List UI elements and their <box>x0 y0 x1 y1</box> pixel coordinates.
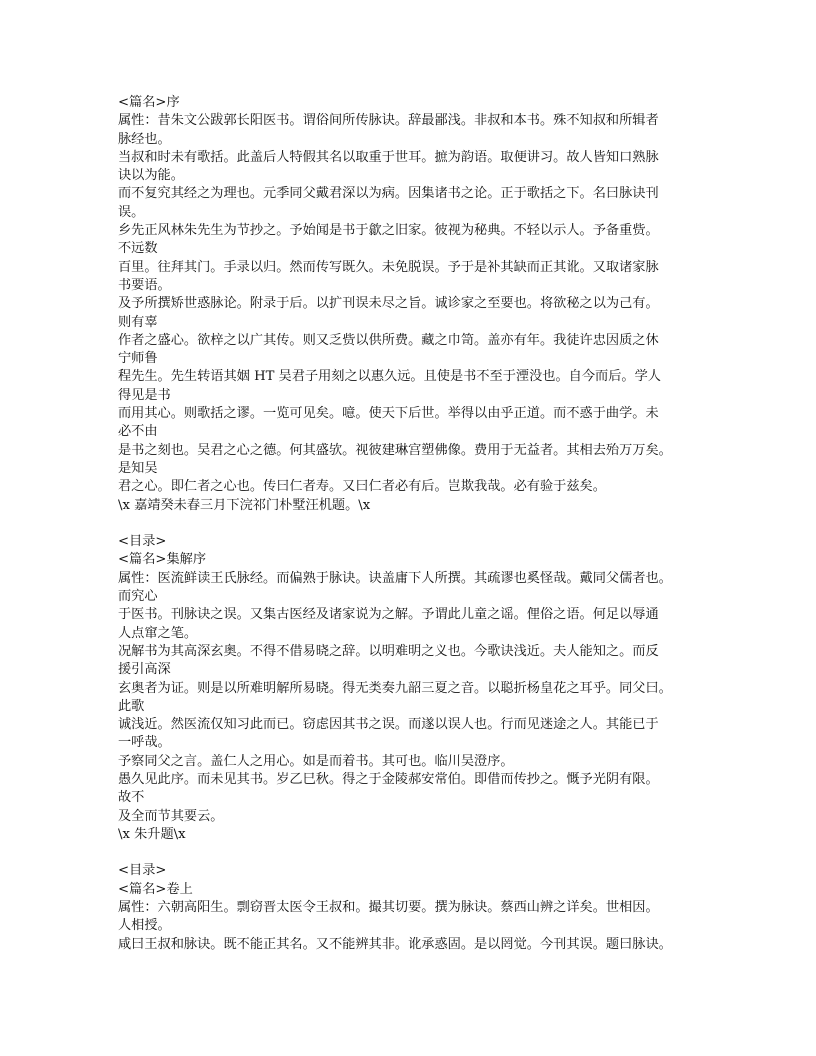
text-line: 君之心。即仁者之心也。传曰仁者寿。又曰仁者必有后。岂欺我哉。必有验于兹矣。 <box>118 479 606 495</box>
text-line: 玄奥者为证。则是以所难明解所易晓。得无类奏九韶三夏之音。以聪折杨皇花之耳乎。同父曰。 <box>118 680 672 696</box>
text-line: <篇名>卷上 <box>118 881 193 897</box>
text-line: 愚久见此序。而未见其书。岁乙巳秋。得之于金陵郝安常伯。即借而传抄之。慨予光阴有限。 <box>118 771 659 787</box>
text-line: 咸曰王叔和脉诀。既不能正其名。又不能辨其非。讹承惑固。是以罔觉。今刊其误。题曰脉诀。 <box>118 936 672 952</box>
text-line: 人点窜之笔。 <box>118 625 198 641</box>
text-line: 必不由 <box>118 424 158 440</box>
text-line: 一呼哉。 <box>118 735 171 751</box>
text-line: 于医书。刊脉诀之误。又集古医经及诸家说为之解。予谓此儿童之谣。俚俗之语。何足以辱通 <box>118 607 659 623</box>
text-line: 故不 <box>118 790 145 806</box>
section-spacer <box>118 515 700 533</box>
text-line: 而究心 <box>118 589 158 605</box>
text-line: 而用其心。则歌括之谬。一览可见矣。噫。使天下后世。举得以由乎正道。而不惑于曲学。未 <box>118 406 659 422</box>
text-line: 程先生。先生转语其姻 HT 吴君子用刻之以惠久远。且使是书不至于湮没也。自今而后。学人 <box>118 369 661 385</box>
text-line: 属性：六朝高阳生。剽窃晋太医令王叔和。撮其切要。撰为脉诀。蔡西山辨之详矣。世相因。 <box>118 900 659 916</box>
text-line: 书要语。 <box>118 277 171 293</box>
text-line: <篇名>集解序 <box>118 552 207 568</box>
text-line: 援引高深 <box>118 662 171 678</box>
text-line: 属性：医流鲜读王氏脉经。而偏熟于脉诀。诀盖庸下人所撰。其疏谬也奚怪哉。戴同父儒者也。 <box>118 570 672 586</box>
section-preface <box>118 94 700 515</box>
text-line: 诀以为能。 <box>118 168 184 184</box>
text-line: <目录> <box>118 534 167 550</box>
text-line: 脉经也。 <box>118 131 171 147</box>
text-line: 诚浅近。然医流仅知习此而已。窃虑因其书之误。而遂以误人也。行而见迷途之人。其能已于 <box>118 717 659 733</box>
text-line: 及全而节其要云。 <box>118 808 224 824</box>
text-line: 是知吴 <box>118 460 158 476</box>
text-line: 作者之盛心。欲梓之以广其传。则又乏赀以供所费。藏之巾笥。盖亦有年。我徒许忠因质之休 <box>118 332 659 348</box>
section-collected-preface <box>118 533 700 844</box>
signature-line: \x 嘉靖癸未春三月下浣祁门朴墅汪机题。\x <box>118 497 371 513</box>
section-volume-one <box>118 862 700 953</box>
document-page <box>118 94 700 954</box>
text-line: 予察同父之言。盖仁人之用心。如是而着书。其可也。临川吴澄序。 <box>118 753 514 769</box>
section-spacer <box>118 844 700 862</box>
text-line: 乡先正风林朱先生为节抄之。予始闻是书于歙之旧家。彼视为秘典。不轻以示人。予备重赀。 <box>118 223 659 239</box>
text-line: <目录> <box>118 863 167 879</box>
text-line: 人相授。 <box>118 918 171 934</box>
text-line: 属性：昔朱文公跋郭长阳医书。谓俗间所传脉诀。辞最鄙浅。非叔和本书。殊不知叔和所辑者 <box>118 113 659 129</box>
text-line: 是书之刻也。吴君之心之德。何其盛欤。视彼建琳宫塑佛像。费用于无益者。其相去殆万万矣。 <box>118 442 672 458</box>
text-line: 则有辜 <box>118 314 158 330</box>
text-line: 而不复究其经之为理也。元季同父戴君深以为病。因集诸书之论。正于歌括之下。名曰脉诀刊 <box>118 186 659 202</box>
text-line: 百里。往拜其门。手录以归。然而传写既久。未免脱误。予于是补其缺而正其讹。又取诸家脉 <box>118 259 659 275</box>
text-line: 况解书为其高深玄奥。不得不借易晓之辞。以明难明之义也。今歌诀浅近。夫人能知之。而反 <box>118 643 659 659</box>
text-line: 得见是书 <box>118 387 171 403</box>
text-line: 当叔和时未有歌括。此盖后人特假其名以取重于世耳。摭为韵语。取便讲习。故人皆知口熟脉 <box>118 149 659 165</box>
text-line: 不远数 <box>118 241 158 257</box>
text-line: 宁师鲁 <box>118 351 158 367</box>
text-line: 及予所撰矫世惑脉论。附录于后。以扩刊误未尽之旨。诚诊家之至要也。将欲秘之以为己有。 <box>118 296 659 312</box>
text-line: 误。 <box>118 204 145 220</box>
signature-line: \x 朱升题\x <box>118 826 186 842</box>
text-line: 此歌 <box>118 698 145 714</box>
text-line: <篇名>序 <box>118 95 180 110</box>
